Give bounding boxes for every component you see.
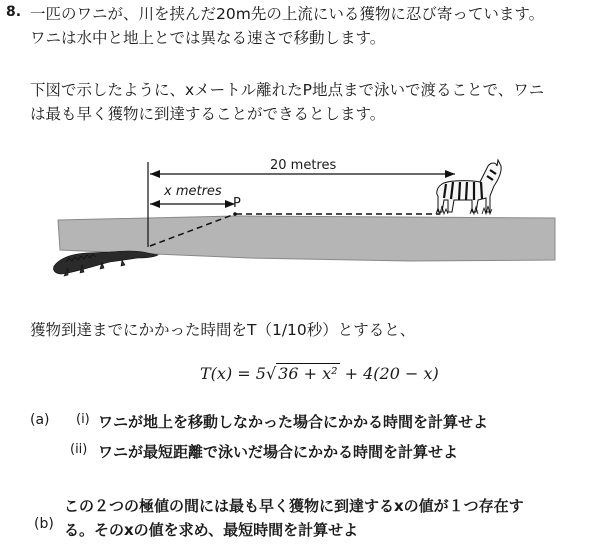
part-b-line-2: る。そのxの値を求め、最短時間を計算せよ xyxy=(64,521,359,539)
part-a-label: (a) xyxy=(30,412,50,428)
part-a-i-label: (i) xyxy=(76,412,90,427)
point-p-marker xyxy=(233,212,237,216)
formula-rhs: + 4(20 − x) xyxy=(339,364,439,383)
setup-paragraph xyxy=(30,78,544,126)
label-x-distance: x metres xyxy=(164,184,222,199)
intro-paragraph xyxy=(30,2,544,50)
label-point-p: P xyxy=(233,196,241,211)
total-arrow-head-right xyxy=(445,170,455,178)
part-b-line-1: この２つの極値の間には最も早く獲物に到達するxの値が１つ存在す xyxy=(64,497,524,515)
zebra-icon xyxy=(436,160,501,214)
question-number: 8. xyxy=(6,4,22,20)
time-intro: 獲物到達までにかかった時間をT（1/10秒）とすると、 xyxy=(30,321,416,339)
part-b-label: (b) xyxy=(34,516,54,532)
part-a-i-text: ワニが地上を移動しなかった場合にかかる時間を計算せよ xyxy=(98,413,489,431)
x-arrow-head-left xyxy=(150,200,160,208)
time-formula xyxy=(200,364,439,383)
total-arrow-head-left xyxy=(150,170,160,178)
part-a-ii-label: (ii) xyxy=(70,442,88,457)
sqrt-icon: √ xyxy=(265,364,277,383)
river-diagram xyxy=(50,150,560,290)
setup-line-2: は最も早く獲物に到達することができるとします。 xyxy=(30,105,386,123)
part-a-ii-text: ワニが最短距離で泳いだ場合にかかる時間を計算せよ xyxy=(98,443,459,461)
setup-line-1: 下図で示したように、xメートル離れたP地点まで泳いで渡ることで、ワニ xyxy=(30,81,545,99)
intro-line-2: ワニは水中と地上とでは異なる速さで移動します。 xyxy=(30,29,386,47)
formula-lhs: T(x) = 5 xyxy=(200,364,266,383)
label-total-distance: 20 metres xyxy=(270,158,337,173)
crocodile-icon xyxy=(53,251,158,276)
part-b-text xyxy=(64,494,524,542)
formula-radicand: 36 + x² xyxy=(278,364,338,383)
intro-line-1: 一匹のワニが、川を挟んだ20m先の上流にいる獲物に忍び寄っています。 xyxy=(30,5,545,23)
